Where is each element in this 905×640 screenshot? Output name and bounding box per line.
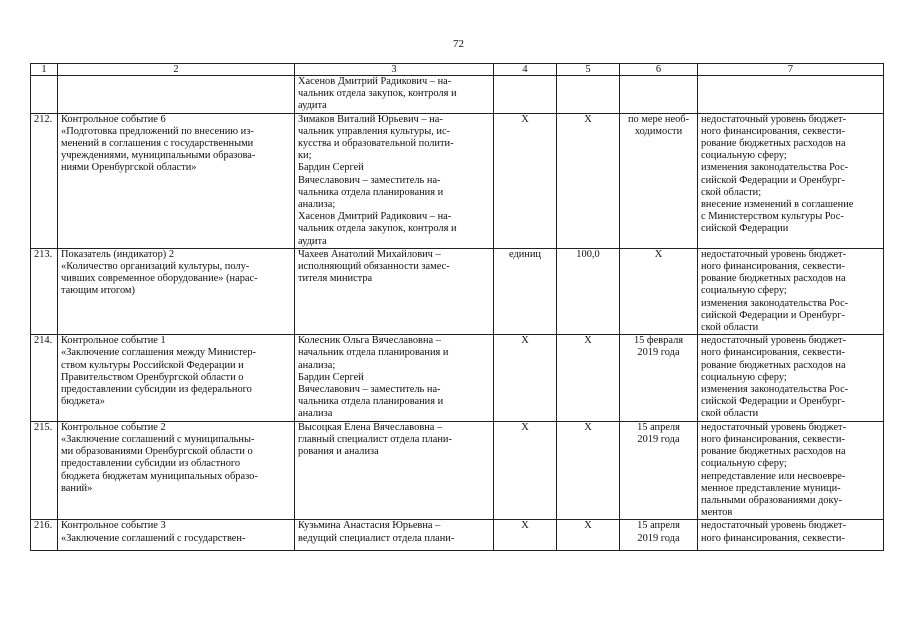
cell-line: ведущий специалист отдела плани- [298, 532, 455, 544]
header-cell: 2 [58, 64, 295, 76]
event-name-cell [58, 248, 295, 334]
cell-line: ходимости [634, 125, 683, 137]
cell-line: «Подготовка предложений по внесению из- [61, 125, 254, 137]
cell-line: социальную сферу; [701, 371, 787, 383]
unit-cell: Х [494, 520, 557, 551]
cell-line: сийской Федерации и Оренбург- [701, 174, 845, 186]
row-number-cell: 212. [31, 113, 58, 248]
cell-line: Кузьмина Анастасия Юрьевна – [298, 520, 441, 532]
unit-cell [494, 76, 557, 114]
cell-line: недостаточный уровень бюджет- [701, 421, 847, 433]
row-number-cell [31, 76, 58, 114]
cell-line: Контрольное событие 1 [61, 335, 166, 347]
header-cell: 4 [494, 64, 557, 76]
term-cell [620, 113, 698, 248]
cell-line: 2019 года [637, 433, 680, 445]
cell-line: ством культуры Российской Федерации и [61, 359, 244, 371]
risk-cell [698, 113, 884, 248]
table-row [31, 248, 884, 334]
header-cell: 6 [620, 64, 698, 76]
cell-line: 15 апреля [637, 520, 680, 532]
cell-line: ской области [701, 322, 759, 334]
table-row [31, 76, 884, 114]
cell-line: предоставлении субсидии из федерального [61, 384, 252, 396]
cell-line: начальник отдела планирования и [298, 347, 449, 359]
cell-line: рование бюджетных расходов на [701, 273, 846, 285]
term-cell [620, 520, 698, 551]
term-cell [620, 421, 698, 520]
cell-line: чальник отдела закупок, контроля и [298, 223, 457, 235]
value-cell: Х [557, 421, 620, 520]
cell-line: аудита [298, 235, 327, 247]
table-row [31, 520, 884, 551]
cell-line: анализа [298, 408, 333, 420]
cell-line: рование бюджетных расходов на [701, 359, 846, 371]
cell-line: ской области; [701, 186, 762, 198]
value-cell: Х [557, 520, 620, 551]
risk-cell [698, 421, 884, 520]
cell-line: чальник отдела закупок, контроля и [298, 88, 457, 100]
cell-line: «Заключение соглашений с муниципальны- [61, 433, 255, 445]
header-row [31, 64, 884, 76]
responsible-cell [295, 113, 494, 248]
cell-line: ного финансирования, секвести- [701, 433, 845, 445]
cell-line: пальными образованиями доку- [701, 494, 843, 506]
cell-line: ской области [701, 408, 759, 420]
cell-line: непредставление или несвоевре- [701, 470, 846, 482]
cell-line: ваний» [61, 482, 93, 494]
cell-line: Бардин Сергей [298, 371, 364, 383]
cell-line: исполняющий обязанности замес- [298, 261, 450, 273]
event-name-cell [58, 520, 295, 551]
cell-line: Контрольное событие 6 [61, 113, 166, 125]
term-cell [620, 76, 698, 114]
cell-line: сийской Федерации и Оренбург- [701, 396, 845, 408]
cell-line: анализа; [298, 359, 336, 371]
cell-line: 15 апреля [637, 421, 680, 433]
row-number-cell: 213. [31, 248, 58, 334]
header-cell: 1 [31, 64, 58, 76]
cell-line: 2019 года [637, 532, 680, 544]
cell-line: изменения законодательства Рос- [701, 384, 849, 396]
cell-line: ми образованиями Оренбургской области о [61, 446, 253, 458]
responsible-cell [295, 76, 494, 114]
cell-line: Вячеславович – заместитель на- [298, 384, 441, 396]
risk-cell [698, 76, 884, 114]
unit-cell: единиц [494, 248, 557, 334]
risk-cell [698, 520, 884, 551]
cell-line: аудита [298, 100, 327, 112]
cell-line: Контрольное событие 3 [61, 520, 166, 532]
event-name-cell [58, 421, 295, 520]
cell-line: чальник управления культуры, ис- [298, 125, 451, 137]
cell-line: главный специалист отдела плани- [298, 433, 452, 445]
cell-line: изменения законодательства Рос- [701, 162, 849, 174]
header-cell: 3 [295, 64, 494, 76]
cell-line: сийской Федерации [701, 223, 789, 235]
cell-line: Колесник Ольга Вячеславовна – [298, 335, 441, 347]
risk-cell [698, 248, 884, 334]
cell-line: социальную сферу; [701, 150, 787, 162]
cell-line: учреждениями, муниципальными образова- [61, 150, 256, 162]
cell-line: Высоцкая Елена Вячеславовна – [298, 421, 443, 433]
responsible-cell [295, 520, 494, 551]
cell-line: ного финансирования, секвести- [701, 261, 845, 273]
cell-line: ного финансирования, секвести- [701, 347, 845, 359]
cell-line: менное представление муници- [701, 482, 841, 494]
risk-cell [698, 335, 884, 421]
cell-line: «Заключение соглашений с государствен- [61, 532, 246, 544]
cell-line: чивших современное оборудование» (нарас- [61, 273, 258, 285]
table-row [31, 335, 884, 421]
cell-line: Х [654, 248, 663, 260]
cell-line: ментов [701, 507, 733, 519]
cell-line: недостаточный уровень бюджет- [701, 335, 847, 347]
header-cell: 7 [698, 64, 884, 76]
cell-line: менений в соглашения с государственными [61, 138, 254, 150]
cell-line: социальную сферу; [701, 285, 787, 297]
responsible-cell [295, 248, 494, 334]
cell-line: тающим итогом) [61, 285, 135, 297]
cell-line: «Количество организаций культуры, полу- [61, 261, 250, 273]
unit-cell: Х [494, 335, 557, 421]
cell-line: Показатель (индикатор) 2 [61, 248, 175, 260]
cell-line: Чахеев Анатолий Михайлович – [298, 248, 441, 260]
cell-line: рование бюджетных расходов на [701, 446, 846, 458]
cell-line: Зимаков Виталий Юрьевич – на- [298, 113, 443, 125]
row-number-cell: 215. [31, 421, 58, 520]
table-row [31, 113, 884, 248]
cell-line: «Заключение соглашения между Министер- [61, 347, 257, 359]
cell-line: по мере необ- [627, 113, 690, 125]
cell-line: ного финансирования, секвести- [701, 532, 845, 544]
table-row [31, 421, 884, 520]
cell-line: бюджета» [61, 396, 105, 408]
cell-line: социальную сферу; [701, 458, 787, 470]
cell-line: бюджета бюджетам муниципальных образо- [61, 470, 258, 482]
term-cell [620, 335, 698, 421]
event-name-cell [58, 113, 295, 248]
cell-line: с Министерством культуры Рос- [701, 211, 844, 223]
cell-line: Хасенов Дмитрий Радикович – на- [298, 76, 452, 87]
cell-line: чальника отдела планирования и [298, 396, 444, 408]
cell-line: недостаточный уровень бюджет- [701, 520, 847, 532]
cell-line: Хасенов Дмитрий Радикович – на- [298, 211, 452, 223]
page-number: 72 [453, 38, 464, 50]
unit-cell: Х [494, 421, 557, 520]
value-cell: 100,0 [557, 248, 620, 334]
value-cell: Х [557, 335, 620, 421]
cell-line: Бардин Сергей [298, 162, 364, 174]
cell-line: ки; [298, 150, 312, 162]
value-cell [557, 76, 620, 114]
cell-line: чальника отдела планирования и [298, 186, 444, 198]
cell-line: сийской Федерации и Оренбург- [701, 309, 845, 321]
event-name-cell [58, 76, 295, 114]
cell-line: анализа; [298, 199, 336, 211]
row-number-cell: 216. [31, 520, 58, 551]
cell-line: изменения законодательства Рос- [701, 297, 849, 309]
cell-line: Контрольное событие 2 [61, 421, 166, 433]
cell-line: Правительством Оренбургской области о [61, 371, 244, 383]
cell-line: кусства и образовательной полити- [298, 138, 454, 150]
cell-line: тителя министра [298, 273, 373, 285]
cell-line: ниями Оренбургской области» [61, 162, 197, 174]
cell-line: ного финансирования, секвести- [701, 125, 845, 137]
cell-line: рование бюджетных расходов на [701, 138, 846, 150]
cell-line: рования и анализа [298, 446, 379, 458]
cell-line: Вячеславович – заместитель на- [298, 174, 441, 186]
responsible-cell [295, 421, 494, 520]
cell-line: внесение изменений в соглашение [701, 199, 854, 211]
unit-cell: Х [494, 113, 557, 248]
responsible-cell [295, 335, 494, 421]
cell-line: недостаточный уровень бюджет- [701, 248, 847, 260]
cell-line: предоставлении субсидии из областного [61, 458, 241, 470]
term-cell [620, 248, 698, 334]
cell-line: недостаточный уровень бюджет- [701, 113, 847, 125]
row-number-cell: 214. [31, 335, 58, 421]
event-name-cell [58, 335, 295, 421]
value-cell: Х [557, 113, 620, 248]
cell-line: 15 февраля [633, 335, 684, 347]
cell-line: 2019 года [637, 347, 680, 359]
plan-table [30, 63, 884, 551]
header-cell: 5 [557, 64, 620, 76]
